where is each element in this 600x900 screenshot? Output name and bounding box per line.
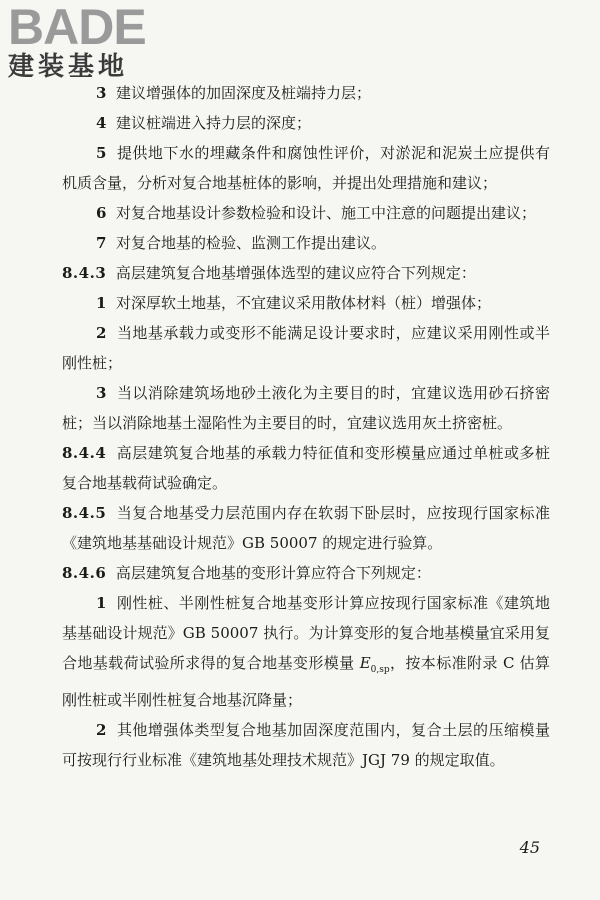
clause-number: 8.4.4	[62, 444, 107, 462]
item-number: 1	[96, 294, 107, 312]
list-item	[62, 288, 550, 318]
item-number: 3	[96, 84, 107, 102]
item-text: 刚性桩、半刚性桩复合地基变形计算应按现行国家标准《建筑地基基础设计规范》GB 50007 执行。为计算变形的复合地基模量宜采用复合地基载荷试验所求得的复合地基变形模量	[62, 594, 550, 672]
item-number: 4	[96, 114, 107, 132]
modulus-symbol: E	[359, 654, 371, 672]
clause-number: 8.4.3	[62, 264, 107, 282]
item-text: 当地基承载力或变形不能满足设计要求时，应建议采用刚性或半刚性桩；	[62, 324, 550, 372]
item-text: 建议桩端进入持力层的深度；	[115, 114, 311, 132]
item-number: 3	[96, 384, 107, 402]
item-text: 当以消除建筑场地砂土液化为主要目的时，宜建议选用砂石挤密桩；当以消除地基土湿陷性为主要目的时，宜建议选用灰土挤密桩。	[62, 384, 550, 432]
item-number: 6	[96, 204, 107, 222]
item-number: 5	[96, 144, 107, 162]
list-item	[62, 138, 550, 198]
clause-text: 高层建筑复合地基的变形计算应符合下列规定：	[115, 564, 431, 582]
item-text: 其他增强体类型复合地基加固深度范围内，复合土层的压缩模量可按现行行业标准《建筑地基处理技术规范》JGJ 79 的规定取值。	[62, 721, 550, 769]
list-item	[62, 228, 550, 258]
clause-number: 8.4.5	[62, 504, 107, 522]
clause-text: 高层建筑复合地基增强体选型的建议应符合下列规定：	[115, 264, 476, 282]
list-item	[62, 198, 550, 228]
item-text: 提供地下水的埋藏条件和腐蚀性评价，对淤泥和泥炭土应提供有机质含量，分析对复合地基桩体的影响，并提出处理措施和建议；	[62, 144, 550, 192]
item-number: 7	[96, 234, 107, 252]
list-item	[62, 588, 550, 715]
item-text: 对复合地基的检验、监测工作提出建议。	[115, 234, 386, 252]
list-item	[62, 108, 550, 138]
clause-8-4-5	[62, 498, 550, 558]
modulus-subscript: 0,sp	[370, 665, 390, 675]
document-body	[62, 78, 550, 775]
clause-number: 8.4.6	[62, 564, 107, 582]
logo-subtitle: 建装基地	[8, 52, 129, 82]
clause-text: 高层建筑复合地基的承载力特征值和变形模量应通过单桩或多桩复合地基载荷试验确定。	[62, 444, 550, 492]
list-item	[62, 715, 550, 775]
clause-8-4-3	[62, 258, 550, 288]
item-number: 2	[96, 721, 107, 739]
item-text: 对深厚软土地基，不宜建议采用散体材料（桩）增强体；	[115, 294, 491, 312]
item-number: 1	[96, 594, 107, 612]
page-number: 45	[519, 838, 540, 857]
item-text: 对复合地基设计参数检验和设计、施工中注意的问题提出建议；	[115, 204, 536, 222]
list-item	[62, 378, 550, 438]
item-text-continued: ，按本标准附录 C 估算刚性桩或半刚性桩复合地基沉降量；	[62, 654, 550, 709]
list-item	[62, 78, 550, 108]
item-number: 2	[96, 324, 107, 342]
clause-8-4-4	[62, 438, 550, 498]
list-item	[62, 318, 550, 378]
clause-text: 当复合地基受力层范围内存在软弱下卧层时，应按现行国家标准《建筑地基基础设计规范》GB 50007 的规定进行验算。	[62, 504, 550, 552]
item-text: 建议增强体的加固深度及桩端持力层；	[115, 84, 371, 102]
logo-brand: BADE	[8, 0, 146, 55]
clause-8-4-6	[62, 558, 550, 588]
